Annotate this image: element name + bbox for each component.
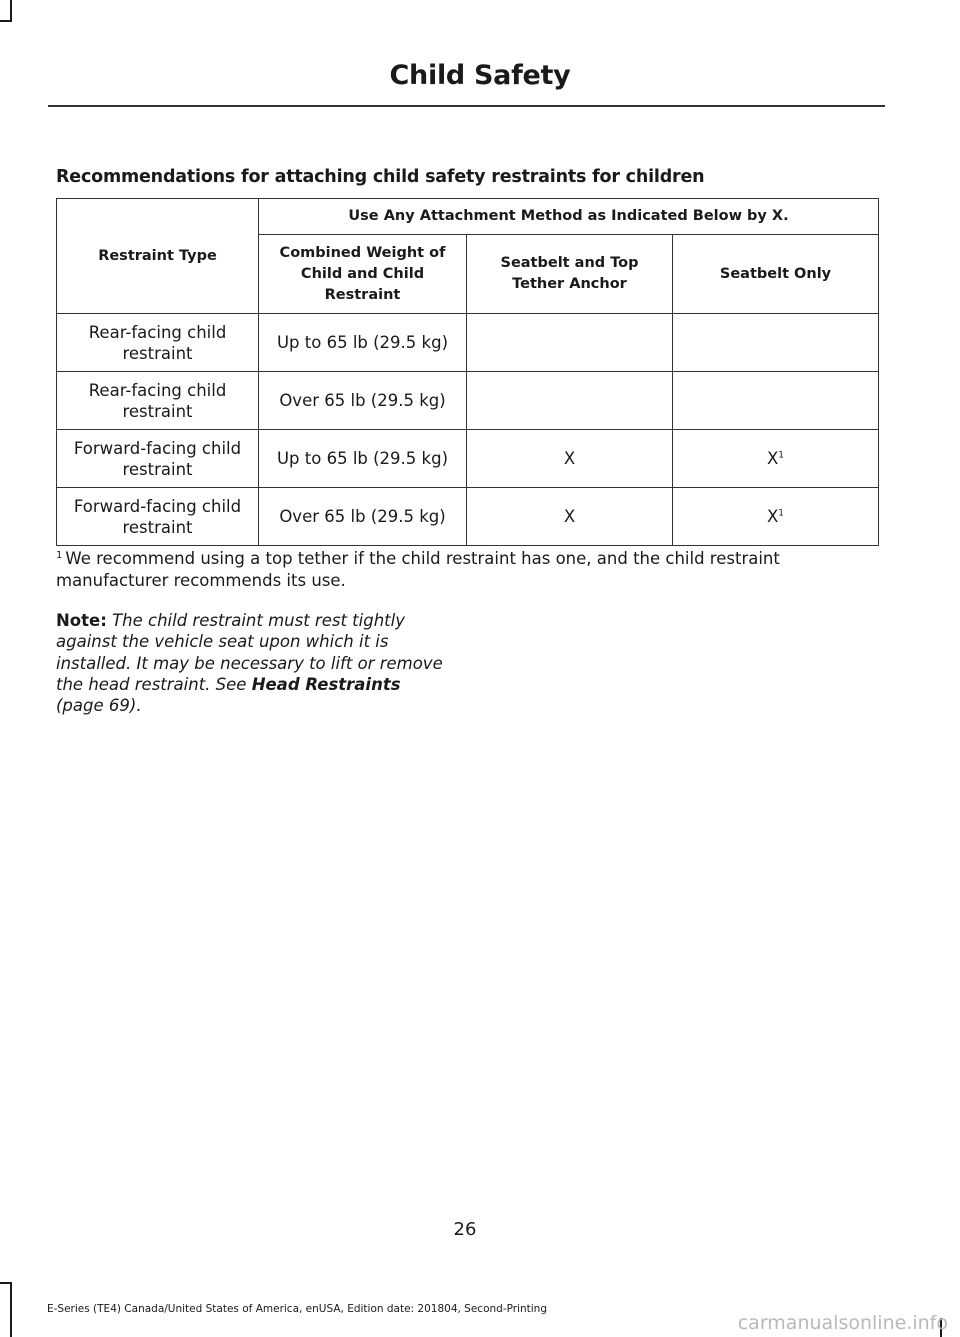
header-seatbelt-only: Seatbelt Only	[673, 235, 879, 314]
note-text: The child restraint must rest tightly against the vehicle seat upon which it is installed. It may be necessary to lift or remove the head restraint. See	[56, 611, 443, 694]
crop-mark	[10, 0, 12, 20]
page-title: Child Safety	[389, 60, 571, 91]
header-restraint-type: Restraint Type	[57, 199, 259, 314]
cell-seatbelt-tether	[467, 372, 673, 430]
header-divider	[48, 105, 885, 107]
note-label: Note:	[56, 611, 107, 630]
crop-mark	[10, 1282, 12, 1337]
head-restraints-link[interactable]: Head Restraints	[251, 674, 401, 694]
header-attachment-method: Use Any Attachment Method as Indicated Below by X.	[259, 199, 879, 235]
header-combined-weight: Combined Weight of Child and Child Restraint	[259, 235, 467, 314]
cell-seatbelt-only: $X^1$	[673, 488, 879, 546]
cell-seatbelt-tether: X	[467, 430, 673, 488]
cell-seatbelt-only	[673, 372, 879, 430]
cell-restraint-type: Rear-facing child restraint	[57, 372, 259, 430]
table-row	[57, 430, 879, 488]
page-reference: (page 69).	[56, 696, 142, 716]
crop-mark	[0, 20, 12, 22]
cell-restraint-type: Rear-facing child restraint	[57, 314, 259, 372]
cell-seatbelt-only	[673, 314, 879, 372]
table-footnote: $^1$ We recommend using a top tether if the child restraint has one, and the child restraint manufacturer recommends its use.	[56, 549, 780, 590]
watermark: carmanualsonline.info	[737, 1312, 948, 1334]
cell-restraint-type: Forward-facing child restraint	[57, 430, 259, 488]
cell-restraint-type: Forward-facing child restraint	[57, 488, 259, 546]
crop-mark	[0, 1282, 12, 1284]
cell-seatbelt-tether	[467, 314, 673, 372]
footer-edition: E-Series (TE4) Canada/United States of America, enUSA, Edition date: 201804, Second-Printing	[47, 1303, 548, 1315]
section-title: Recommendations for attaching child safety restraints for children	[56, 167, 705, 187]
cell-weight: Over 65 lb (29.5 kg)	[259, 372, 467, 430]
note-paragraph	[56, 610, 451, 716]
table-row	[57, 314, 879, 372]
restraint-table	[56, 198, 879, 546]
page-number: 26	[453, 1219, 477, 1240]
table-row	[57, 488, 879, 546]
table-row	[57, 372, 879, 430]
cell-weight: Over 65 lb (29.5 kg)	[259, 488, 467, 546]
cell-weight: Up to 65 lb (29.5 kg)	[259, 430, 467, 488]
cell-seatbelt-only: $X^1$	[673, 430, 879, 488]
header-seatbelt-tether: Seatbelt and Top Tether Anchor	[467, 235, 673, 314]
cell-weight: Up to 65 lb (29.5 kg)	[259, 314, 467, 372]
cell-seatbelt-tether: X	[467, 488, 673, 546]
